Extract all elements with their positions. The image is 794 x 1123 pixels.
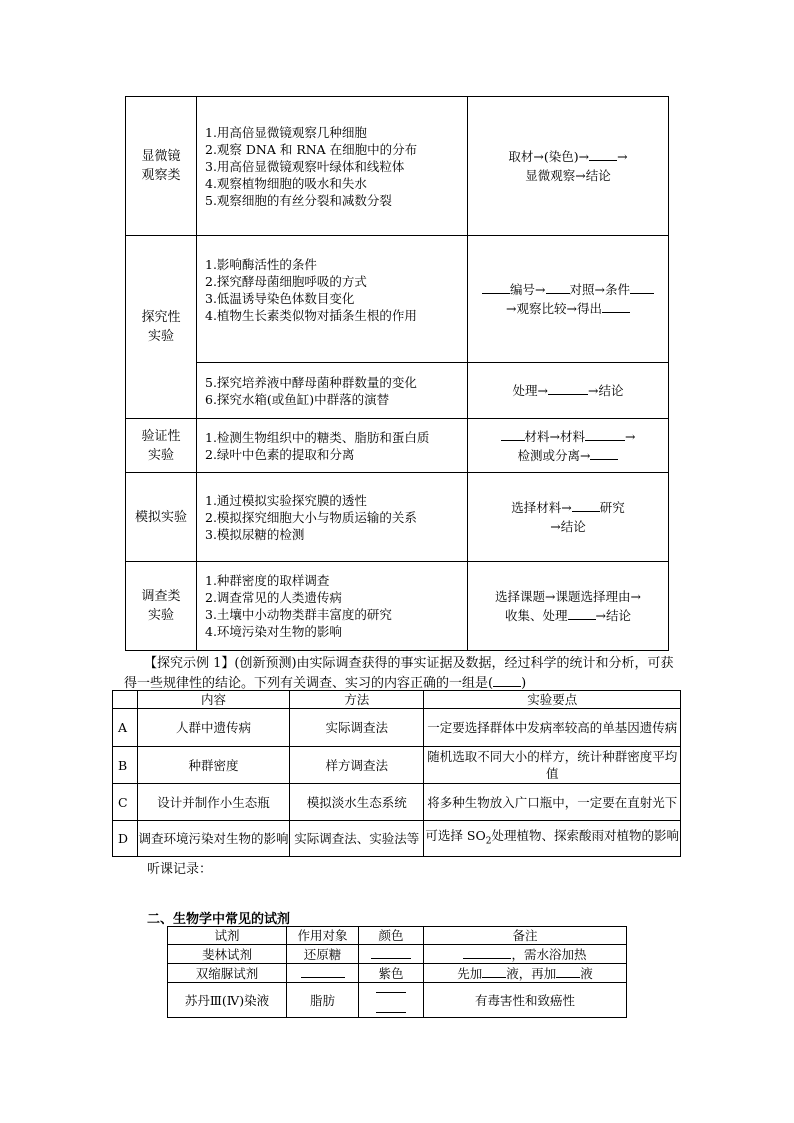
steps-text: → (625, 428, 636, 444)
list-item: 6.探究水箱(或鱼缸)中群落的演替 (205, 391, 390, 407)
points-cell: 将多种生物放入广口瓶中，一定要在直射光下 (424, 784, 681, 821)
content-cell: 人群中遗传病 (137, 709, 289, 747)
blank-line (589, 148, 617, 161)
target-cell: 脂肪 (287, 983, 359, 1018)
target-cell: 还原糖 (287, 945, 359, 964)
blank-line (546, 281, 570, 294)
steps-cell (468, 236, 669, 363)
steps-text: 取材→(染色)→ (508, 149, 590, 164)
content-cell: 调查环境污染对生物的影响 (137, 821, 289, 857)
table-row (113, 747, 681, 784)
table-row (126, 97, 669, 236)
subscript: 2 (485, 836, 492, 847)
steps-cell (468, 473, 669, 562)
steps-cell (468, 419, 669, 473)
content-cell: 种群密度 (137, 747, 289, 784)
points-text: 可选择 SO (425, 827, 486, 843)
list-item: 3.模拟尿糖的检测 (205, 526, 305, 542)
method-cell: 实际调查法、实验法等 (290, 821, 424, 857)
blank-line (568, 607, 596, 620)
blank-line (548, 382, 588, 395)
steps-text: 处理→ (512, 383, 548, 398)
header-cell: 方法 (290, 691, 424, 709)
target-cell (287, 964, 359, 983)
steps-text: →结论 (588, 383, 624, 398)
experiment-list (197, 562, 468, 651)
list-item: 3.用高倍显微镜观察叶绿体和线粒体 (205, 158, 405, 174)
steps-text: 检测或分离→ (517, 447, 591, 463)
blank-line (301, 965, 345, 978)
experiment-list (197, 419, 468, 473)
blank-line (371, 946, 411, 959)
section-title: 二、生物学中常见的试剂 (147, 912, 291, 927)
reagent-name: 斐林试剂 (168, 945, 287, 964)
category-cell (126, 236, 197, 419)
table-row (126, 473, 669, 562)
list-item: 4.观察植物细胞的吸水和失水 (205, 175, 367, 191)
example-text: (创新预测)由实际调查获得的事实证据及数据，经过科学的统计和分析，可获得一些规律性的结论。下列有关调查、实习的内容正确的一组是( (124, 656, 674, 691)
note-text: 液 (580, 965, 593, 981)
list-item: 1.检测生物组织中的糖类、脂肪和蛋白质 (205, 429, 430, 445)
example-question (124, 654, 684, 694)
example-label: 【探究示例 1】 (144, 656, 235, 671)
steps-text: 收集、处理 (505, 608, 568, 623)
list-item: 2.绿叶中色素的提取和分离 (205, 446, 355, 462)
steps-text: 选择课题→课题选择理由→ (495, 589, 641, 604)
table-row (113, 821, 681, 857)
list-item: 2.观察 DNA 和 RNA 在细胞中的分布 (205, 141, 418, 157)
header-cell: 内容 (137, 691, 289, 709)
blank-line (482, 965, 506, 978)
header-cell: 备注 (424, 927, 627, 945)
example-options-table (112, 690, 681, 857)
points-cell (424, 821, 681, 857)
steps-text: 选择材料→ (511, 500, 572, 515)
category-cell (126, 562, 197, 651)
table-row (126, 419, 669, 473)
table-row (126, 236, 669, 363)
list-item: 1.通过模拟实验探究膜的透性 (205, 492, 367, 508)
blank-line (376, 1008, 406, 1013)
reagent-table (167, 926, 627, 1018)
dash-line (376, 992, 406, 993)
blank-line (590, 447, 618, 460)
table-row (126, 363, 669, 419)
list-item: 4.植物生长素类似物对插条生根的作用 (205, 308, 417, 323)
note-text: ，需水浴加热 (511, 946, 587, 962)
header-cell: 作用对象 (287, 927, 359, 945)
note-cell: 有毒害性和致癌性 (424, 983, 627, 1018)
option-letter: D (113, 821, 138, 857)
notes-label: 听课记录： (147, 862, 213, 877)
reagent-name: 苏丹Ⅲ(Ⅳ)染液 (168, 983, 287, 1018)
category-cell (126, 473, 197, 562)
color-cell: 紫色 (359, 964, 424, 983)
color-cell (359, 945, 424, 964)
content-cell: 设计并制作小生态瓶 (137, 784, 289, 821)
steps-text: →结论 (595, 608, 631, 623)
blank-line (585, 428, 625, 441)
table-header-row (113, 691, 681, 709)
list-item: 2.调查常见的人类遗传病 (205, 590, 342, 605)
category-cell (126, 97, 197, 236)
category-label: 模拟实验 (134, 509, 187, 525)
option-letter: B (113, 747, 138, 784)
note-cell (424, 945, 627, 964)
list-item: 3.土壤中小动物类群丰富度的研究 (205, 607, 392, 622)
list-item: 2.模拟探究细胞大小与物质运输的关系 (205, 509, 417, 525)
header-cell (113, 691, 138, 709)
table-row (168, 945, 627, 964)
list-item: 3.低温诱导染色体数目变化 (205, 291, 355, 306)
answer-blank (493, 674, 521, 687)
steps-text: 材料→材料 (524, 428, 585, 444)
steps-cell (468, 363, 669, 419)
steps-cell (468, 562, 669, 651)
blank-line (556, 965, 580, 978)
table-row (168, 964, 627, 983)
option-letter: C (113, 784, 138, 821)
experiment-list (197, 363, 468, 419)
experiment-list (197, 97, 468, 236)
table-row (113, 784, 681, 821)
steps-text: →结论 (550, 519, 586, 534)
list-item: 1.种群密度的取样调查 (205, 573, 330, 588)
steps-cell (468, 97, 669, 236)
blank-line (572, 499, 600, 512)
experiment-list (197, 473, 468, 562)
table-row (126, 562, 669, 651)
points-cell: 随机选取不同大小的样方，统计种群密度平均值 (424, 747, 681, 784)
experiment-types-table (125, 96, 669, 651)
steps-text: 对照→条件 (569, 282, 630, 297)
example-close: ) (521, 676, 527, 691)
table-header-row (168, 927, 627, 945)
category-label: 验证性实验 (141, 428, 181, 463)
list-item: 2.探究酵母菌细胞呼吸的方式 (205, 274, 367, 289)
header-cell: 实验要点 (424, 691, 681, 709)
steps-text: 研究 (599, 500, 625, 515)
blank-line (463, 946, 511, 959)
blank-line (602, 300, 630, 313)
steps-text: 编号→ (510, 282, 546, 297)
note-text: 液，再加 (506, 965, 557, 981)
reagent-name: 双缩脲试剂 (168, 964, 287, 983)
option-letter: A (113, 709, 138, 747)
blank-line (630, 281, 654, 294)
points-cell: 一定要选择群体中发病率较高的单基因遗传病 (424, 709, 681, 747)
note-cell (424, 964, 627, 983)
header-cell: 试剂 (168, 927, 287, 945)
method-cell: 实际调查法 (290, 709, 424, 747)
color-cell (359, 983, 424, 1018)
table-row (168, 983, 627, 1018)
steps-text: 显微观察→结论 (525, 168, 611, 183)
list-item: 1.用高倍显微镜观察几种细胞 (205, 124, 367, 140)
list-item: 4.环境污染对生物的影响 (205, 624, 342, 639)
blank-line (482, 281, 510, 294)
steps-text: →观察比较→得出 (506, 301, 602, 316)
points-text: 处理植物、探索酸雨对植物的影响 (491, 827, 679, 843)
experiment-list (197, 236, 468, 363)
category-label: 显微镜观察类 (141, 149, 181, 183)
list-item: 1.影响酶活性的条件 (205, 257, 317, 272)
list-item: 5.观察细胞的有丝分裂和减数分裂 (205, 192, 392, 208)
category-label: 探究性实验 (141, 310, 181, 344)
blank-line (501, 428, 525, 441)
steps-text: → (617, 149, 628, 164)
category-label: 调查类实验 (141, 589, 181, 623)
list-item: 5.探究培养液中酵母菌种群数量的变化 (205, 374, 417, 390)
note-text: 先加 (457, 965, 483, 981)
method-cell: 样方调查法 (290, 747, 424, 784)
header-cell: 颜色 (359, 927, 424, 945)
table-row (113, 709, 681, 747)
method-cell: 模拟淡水生态系统 (290, 784, 424, 821)
category-cell (126, 419, 197, 473)
